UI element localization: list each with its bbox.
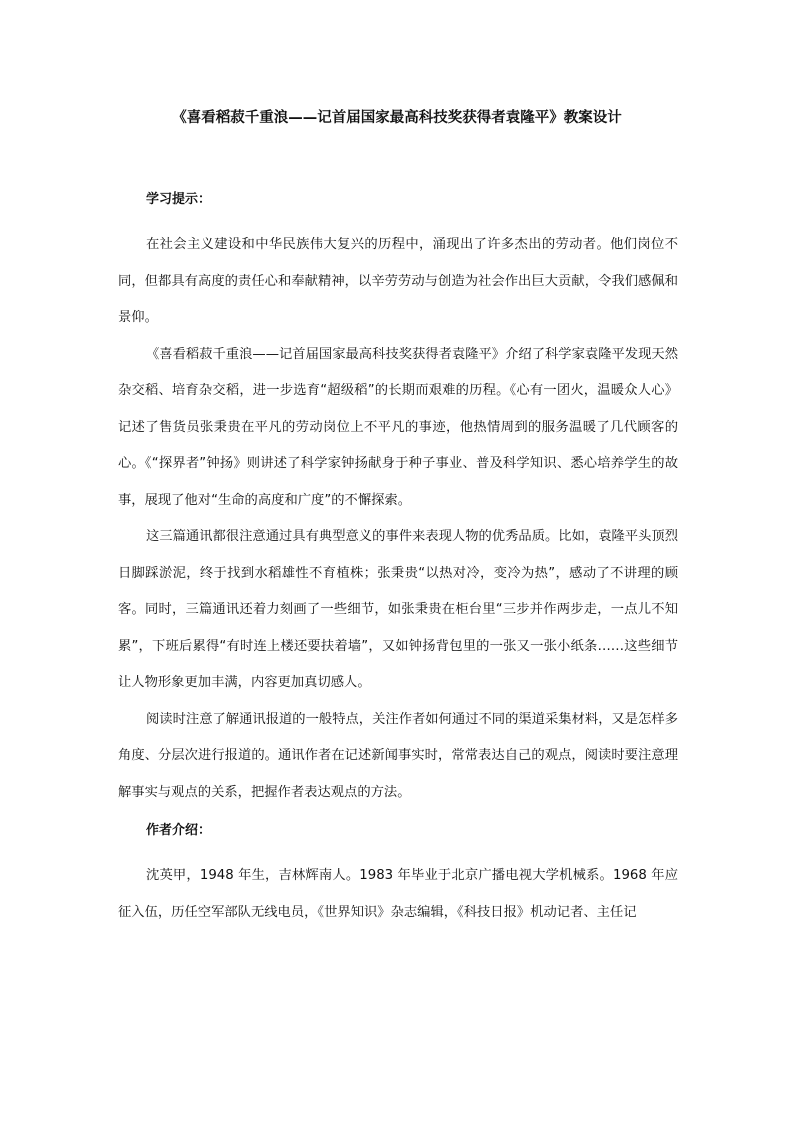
paragraph: 这三篇通讯都很注意通过具有典型意义的事件来表现人物的优秀品质。比如，袁隆平头顶烈日脚踩淤泥，终于找到水稻雄性不育植株；张秉贵“以热对冷，变冷为热”，感动了不讲理的顾客。同时，三篇通讯还着力刻画了一些细节，如张秉贵在柜台里“三步并作两步走，一点儿不知累”，下班后累得“有时连上楼还要扶着墙”，又如钟扬背包里的一张又一张小纸条……这些细节让人物形象更加丰满，内容更加真切感人。 <box>118 529 678 690</box>
document-body <box>118 188 678 931</box>
document-title: 《喜看稻菽千重浪——记首届国家最高科技奖获得者袁隆平》教案设计 <box>172 110 622 126</box>
section-heading-learning-tips: 学习提示： <box>146 192 212 207</box>
section-heading-author-intro: 作者介绍： <box>146 823 212 838</box>
paragraph: 《喜看稻菽千重浪——记首届国家最高科技奖获得者袁隆平》介绍了科学家袁隆平发现天然杂交稻、培育杂交稻，进一步选育“超级稻”的长期而艰难的历程。《心有一团火，温暖众人心》记述了售货员张秉贵在平凡的劳动岗位上不平凡的事迹，他热情周到的服务温暖了几代顾客的心。《“探界者”钟扬》则讲述了科学家钟扬献身于种子事业、普及科学知识、悉心培养学生的故事，展现了他对“生命的高度和广度”的不懈探索。 <box>118 346 678 508</box>
paragraph: 沈英甲，1948 年生，吉林辉南人。1983 年毕业于北京广播电视大学机械系。1968 年应征入伍，历任空军部队无线电员，《世界知识》杂志编辑，《科技日报》机动记者、主任记 <box>118 868 678 920</box>
paragraph: 阅读时注意了解通讯报道的一般特点，关注作者如何通过不同的渠道采集材料，又是怎样多角度、分层次进行报道的。通讯作者在记述新闻事实时，常常表达自己的观点，阅读时要注意理解事实与观点的关系，把握作者表达观点的方法。 <box>118 711 678 800</box>
paragraph: 在社会主义建设和中华民族伟大复兴的历程中，涌现出了许多杰出的劳动者。他们岗位不同，但都具有高度的责任心和奉献精神，以辛劳劳动与创造为社会作出巨大贡献，令我们感佩和景仰。 <box>118 237 678 325</box>
section-learning-tips <box>118 188 678 811</box>
section-author-intro <box>118 819 678 931</box>
